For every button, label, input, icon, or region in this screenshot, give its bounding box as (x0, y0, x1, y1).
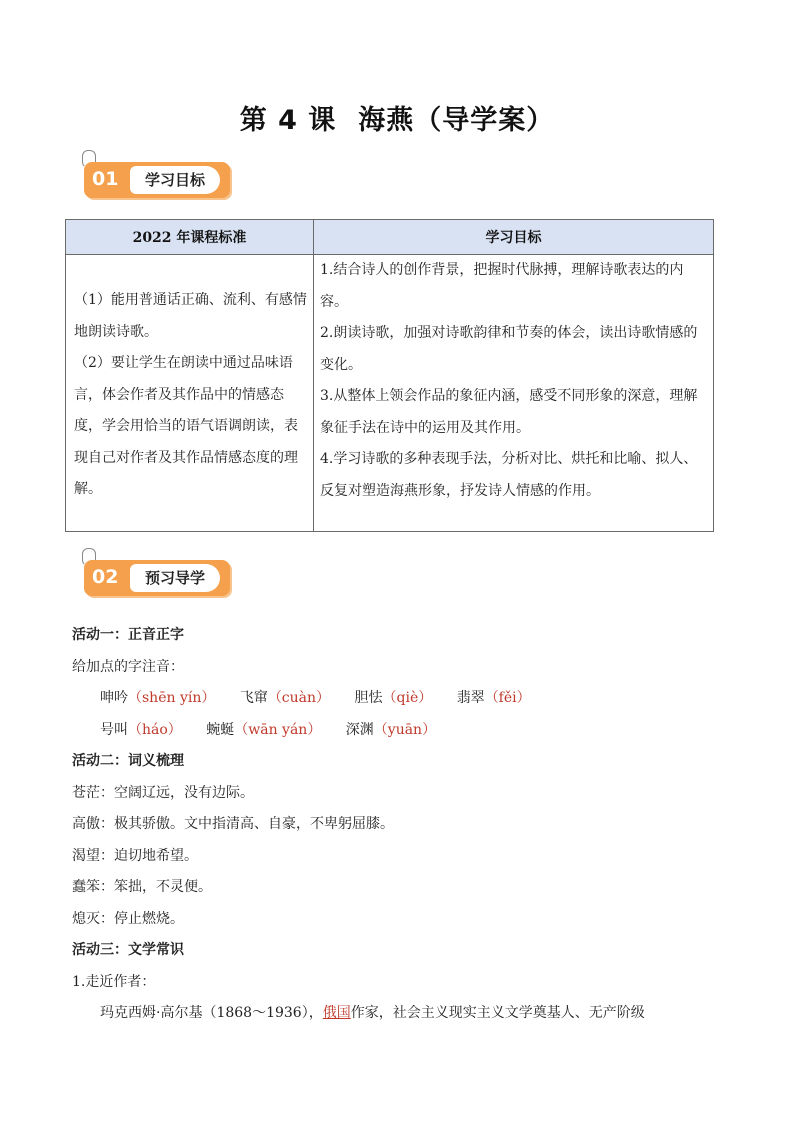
goal-item: 2.朗读诗歌，加强对诗歌韵律和节奏的体会，读出诗歌情感的变化。 (320, 325, 698, 373)
table-header-standard: 2022 年课程标准 (66, 220, 314, 255)
standard-cell (66, 255, 314, 532)
goals-table (65, 219, 714, 532)
section-number: 02 (92, 566, 119, 588)
section-number: 01 (92, 168, 119, 190)
standard-item: （2）要让学生在朗读中通过品味语言，体会作者及其作品中的情感态度，学会用恰当的语气语调朗读，表现自己对作者及其作品情感态度的理解。 (74, 355, 298, 497)
goal-item: 1.结合诗人的创作背景，把握时代脉搏，理解诗歌表达的内容。 (320, 262, 684, 310)
pinyin-pair: 蜿蜒（wān yán） (206, 721, 322, 738)
title-lesson: 第 4 课 (239, 105, 337, 136)
pinyin-pair: 胆怯（qiè） (354, 690, 433, 706)
activity-heading: 活动一：正音正字 (72, 627, 184, 643)
pinyin-pair: 呻吟（shēn yín） (100, 690, 216, 706)
goals-cell (314, 255, 714, 532)
standard-item: （1）能用普通话正确、流利、有感情地朗读诗歌。 (74, 292, 307, 340)
goal-item: 3.从整体上领会作品的象征内涵，感受不同形象的深意，理解象征手法在诗中的运用及其作用。 (320, 388, 698, 436)
country-link[interactable]: 俄国 (322, 1005, 351, 1021)
pinyin-pair: 深渊（yuān） (345, 721, 437, 738)
section-label: 预习导学 (130, 564, 220, 592)
section-badge-preview (78, 548, 238, 598)
author-intro: 玛克西姆·高尔基（1868～1936），俄国作家，社会主义现实主义文学奠基人、无产阶级 (100, 1005, 645, 1021)
activity-intro: 给加点的字注音： (72, 658, 184, 675)
activity-heading: 活动三：文学常识 (72, 942, 184, 958)
pinyin-pair: 号叫（háo） (100, 721, 182, 738)
vocab-item: 苍茫：空阔辽远，没有边际。 (72, 784, 254, 801)
title-text: 海燕（导学案） (358, 105, 555, 136)
section-label: 学习目标 (130, 166, 220, 194)
preview-content (72, 620, 732, 1030)
goal-item: 4.学习诗歌的多种表现手法，分析对比、烘托和比喻、拟人、反复对塑造海燕形象，抒发诗人情感的作用。 (320, 451, 698, 499)
pinyin-row (72, 715, 732, 747)
pinyin-pair: 翡翠（fěi） (456, 690, 531, 706)
pinyin-row (72, 683, 732, 715)
section-badge-goals (78, 150, 238, 200)
table-header-goals: 学习目标 (314, 220, 714, 255)
pinyin-pair: 飞窜（cuàn） (239, 690, 331, 706)
subheading: 1.走近作者： (72, 973, 156, 990)
vocab-item: 蠢笨：笨拙，不灵便。 (72, 879, 212, 895)
vocab-item: 熄灭：停止燃烧。 (72, 910, 184, 927)
activity-heading: 活动二：词义梳理 (72, 753, 184, 769)
page-title (0, 98, 794, 137)
vocab-item: 高傲：极其骄傲。文中指清高、自豪，不卑躬屈膝。 (72, 816, 394, 832)
vocab-item: 渴望：迫切地希望。 (72, 847, 198, 864)
